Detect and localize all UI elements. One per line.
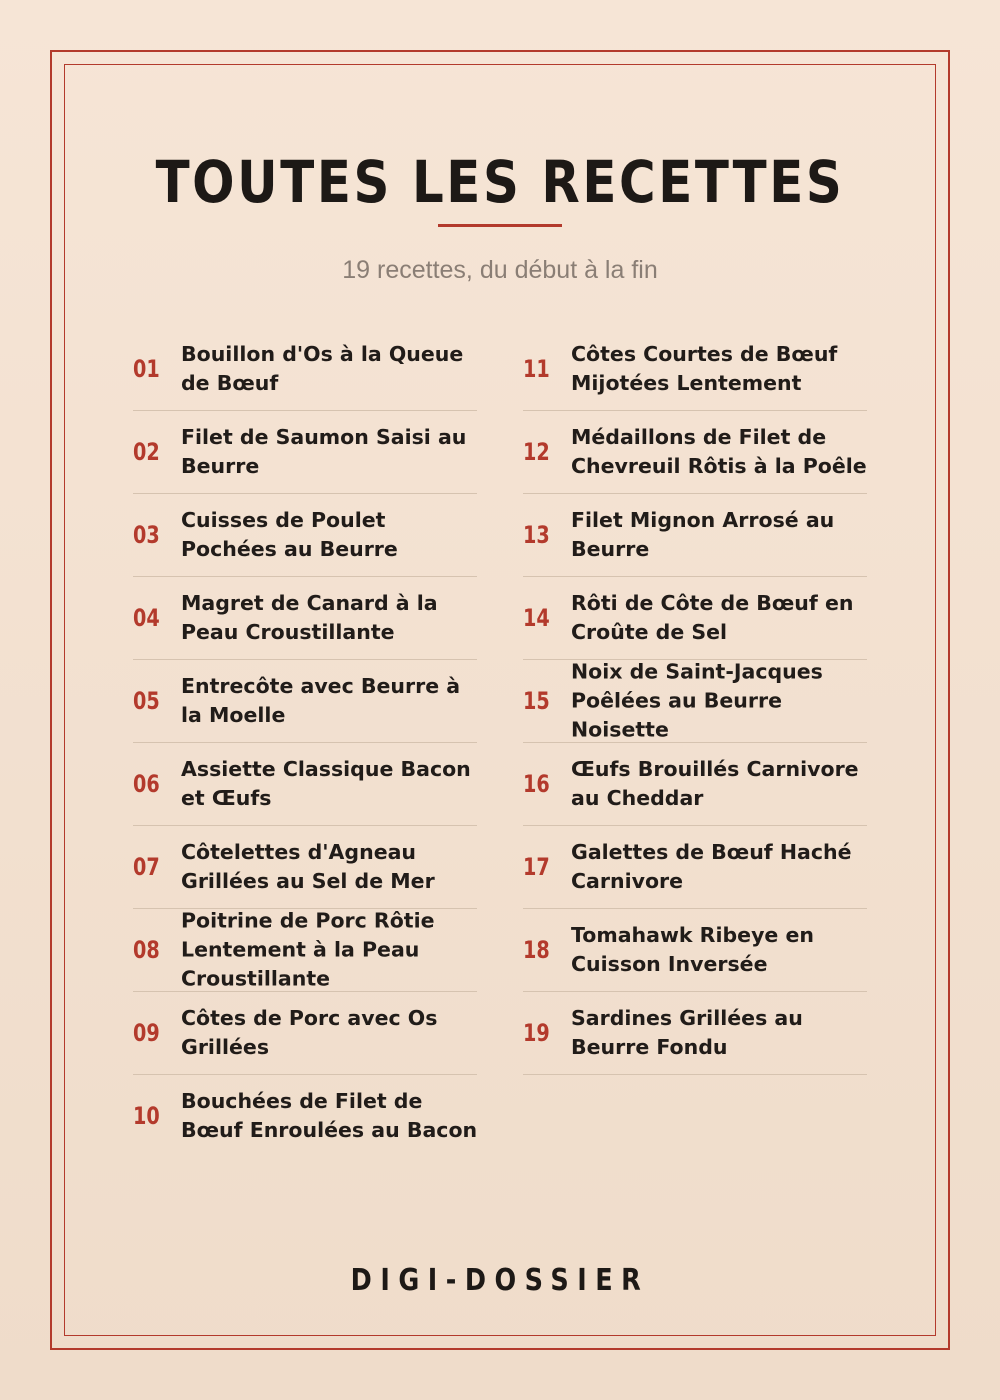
recipe-number: 11	[523, 355, 550, 383]
recipe-number: 12	[523, 438, 550, 466]
recipe-item[interactable]	[133, 411, 477, 494]
recipe-name: Bouchées de Filet de Bœuf Enroulées au Bacon	[181, 1089, 478, 1142]
recipe-number: 13	[523, 521, 550, 549]
recipe-item[interactable]	[133, 494, 477, 577]
recipe-name: Cuisses de Poulet Pochées au Beurre	[181, 508, 398, 561]
recipe-number: 18	[523, 936, 550, 964]
recipe-name: Œufs Brouillés Carnivore au Cheddar	[571, 757, 859, 810]
recipe-name: Côtelettes d'Agneau Grillées au Sel de Mer	[181, 840, 435, 893]
recipe-item[interactable]	[133, 328, 477, 411]
recipe-item[interactable]	[133, 826, 477, 909]
recipe-name: Bouillon d'Os à la Queue de Bœuf	[181, 342, 464, 395]
recipe-name: Filet Mignon Arrosé au Beurre	[571, 508, 835, 561]
recipe-number: 15	[523, 687, 550, 715]
brand-footer: DIGI-DOSSIER	[350, 1263, 650, 1298]
recipe-item[interactable]	[133, 743, 477, 826]
recipe-name: Entrecôte avec Beurre à la Moelle	[181, 674, 461, 727]
recipe-item[interactable]	[523, 328, 867, 411]
recipe-number: 09	[133, 1019, 160, 1047]
recipe-name: Sardines Grillées au Beurre Fondu	[571, 1006, 803, 1059]
recipe-item[interactable]	[523, 411, 867, 494]
recipe-number: 03	[133, 521, 160, 549]
recipe-item[interactable]	[133, 577, 477, 660]
recipe-item[interactable]	[523, 494, 867, 577]
recipe-item[interactable]	[133, 992, 477, 1075]
recipe-name: Magret de Canard à la Peau Croustillante	[181, 591, 438, 644]
recipe-number: 08	[133, 936, 160, 964]
recipe-number: 10	[133, 1102, 160, 1130]
recipe-item[interactable]	[523, 660, 867, 743]
recipe-item[interactable]	[523, 909, 867, 992]
recipe-item[interactable]	[133, 1075, 477, 1157]
recipe-number: 05	[133, 687, 160, 715]
recipe-item[interactable]	[133, 909, 477, 992]
recipe-name: Rôti de Côte de Bœuf en Croûte de Sel	[571, 591, 854, 644]
recipe-item[interactable]	[523, 577, 867, 660]
recipe-name: Médaillons de Filet de Chevreuil Rôtis à la Poêle	[571, 425, 867, 478]
recipe-item[interactable]	[523, 826, 867, 909]
recipe-name: Filet de Saumon Saisi au Beurre	[181, 425, 467, 478]
recipe-list-right	[523, 328, 867, 1075]
recipe-number: 06	[133, 770, 160, 798]
recipe-name: Noix de Saint-Jacques Poêlées au Beurre Noisette	[571, 659, 823, 742]
recipe-number: 01	[133, 355, 160, 383]
page-title: TOUTES LES RECETTES	[155, 148, 845, 216]
title-underline	[438, 224, 562, 227]
recipe-name: Assiette Classique Bacon et Œufs	[181, 757, 471, 810]
recipe-number: 17	[523, 853, 550, 881]
recipe-number: 02	[133, 438, 160, 466]
recipe-number: 04	[133, 604, 160, 632]
recipe-number: 19	[523, 1019, 550, 1047]
recipe-list-left	[133, 328, 477, 1157]
recipe-number: 07	[133, 853, 160, 881]
recipe-name: Poitrine de Porc Rôtie Lentement à la Peau Croustillante	[181, 908, 435, 991]
recipe-number: 14	[523, 604, 550, 632]
recipe-item[interactable]	[133, 660, 477, 743]
recipe-item[interactable]	[523, 992, 867, 1075]
recipe-number: 16	[523, 770, 550, 798]
recipe-name: Côtes Courtes de Bœuf Mijotées Lentement	[571, 342, 838, 395]
page-subtitle: 19 recettes, du début à la fin	[342, 256, 658, 284]
recipe-name: Tomahawk Ribeye en Cuisson Inversée	[571, 923, 814, 976]
recipe-item[interactable]	[523, 743, 867, 826]
recipe-name: Côtes de Porc avec Os Grillées	[181, 1006, 438, 1059]
recipe-name: Galettes de Bœuf Haché Carnivore	[571, 840, 852, 893]
